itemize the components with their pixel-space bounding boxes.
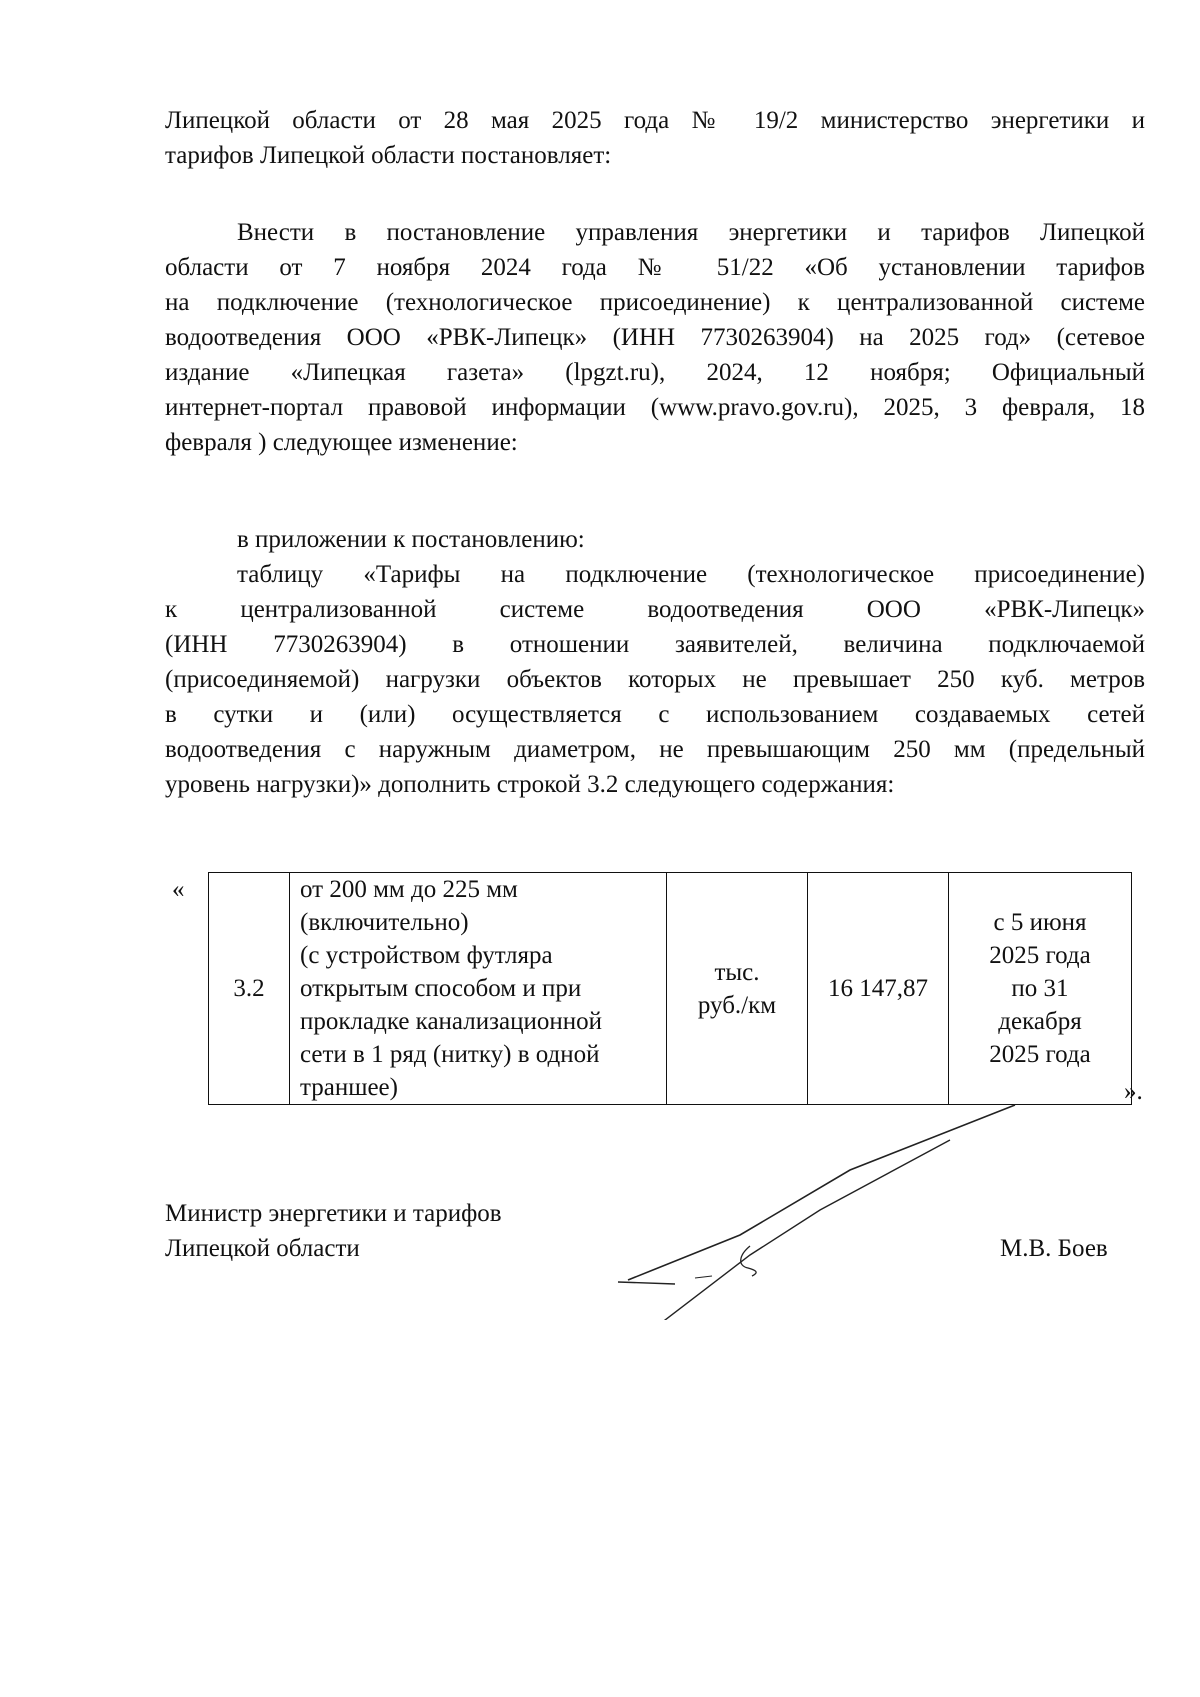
text-line: февраля ) следующее изменение: <box>165 429 518 456</box>
text-line: водоотведения ООО «РВК-Липецк» (ИНН 7730263904) на 2025 год» (сетевое <box>165 324 1145 351</box>
handwritten-signature <box>600 1100 1020 1320</box>
text-line: водоотведения с наружным диаметром, не превышающим 250 мм (предельный <box>165 736 1145 763</box>
text-line: в сутки и (или) осуществляется с использованием создаваемых сетей <box>165 701 1145 728</box>
unit-line: руб./км <box>697 991 777 1019</box>
unit-line: тыс. <box>714 958 760 986</box>
text-line: к централизованной системе водоотведения ООО «РВК-Липецк» <box>165 596 1145 623</box>
row-number-cell: 3.2 <box>209 873 290 1105</box>
appendix-paragraph <box>165 522 1145 557</box>
close-quote: ». <box>1124 1078 1143 1105</box>
description-line: сети в 1 ряд (нитку) в одной <box>300 1041 600 1068</box>
signatory-title-line: Липецкой области <box>165 1235 360 1262</box>
amendment-paragraph <box>165 215 1145 460</box>
description-line: траншее) <box>300 1074 398 1101</box>
description-line: открытым способом и при <box>300 975 582 1002</box>
intro-paragraph <box>165 103 1145 173</box>
table-intro-paragraph <box>165 557 1145 802</box>
period-line: по 31 <box>1011 975 1069 1002</box>
text-line: Внести в постановление управления энергетики и тарифов Липецкой <box>237 219 1145 246</box>
description-line: (с устройством футляра <box>300 942 553 969</box>
text-line: на подключение (технологическое присоединение) к централизованной системе <box>165 289 1145 316</box>
table-row <box>209 873 1132 1105</box>
text-line: (присоединяемой) нагрузки объектов которых не превышает 250 куб. метров <box>165 666 1145 693</box>
signatory-title-line: Министр энергетики и тарифов <box>165 1200 502 1227</box>
text-line: интернет-портал правовой информации (www.pravo.gov.ru), 2025, 3 февраля, 18 <box>165 394 1145 421</box>
tariff-value-cell: 16 147,87 <box>808 873 949 1105</box>
period-line: декабря <box>998 1008 1082 1035</box>
tariff-table <box>208 872 1132 1105</box>
signatory-name: М.В. Боев <box>1000 1235 1108 1262</box>
signatory-title <box>165 1196 502 1266</box>
text-line: издание «Липецкая газета» (lpgzt.ru), 2024, 12 ноября; Официальный <box>165 359 1145 386</box>
text-line: уровень нагрузки)» дополнить строкой 3.2 следующего содержания: <box>165 771 895 798</box>
period-line: 2025 года <box>989 942 1091 969</box>
unit-cell <box>667 873 808 1105</box>
text-line: таблицу «Тарифы на подключение (технологическое присоединение) <box>237 561 1145 588</box>
period-line: с 5 июня <box>993 909 1087 936</box>
text-line: Липецкой области от 28 мая 2025 года № 19/2 министерство энергетики и <box>165 107 1145 134</box>
text-line: (ИНН 7730263904) в отношении заявителей, величина подключаемой <box>165 631 1145 658</box>
text-line: в приложении к постановлению: <box>237 526 585 553</box>
description-line: (включительно) <box>300 909 469 936</box>
text-line: тарифов Липецкой области постановляет: <box>165 142 612 169</box>
description-line: прокладке канализационной <box>300 1008 602 1035</box>
period-line: 2025 года <box>989 1041 1091 1068</box>
text-line: области от 7 ноября 2024 года № 51/22 «Об установлении тарифов <box>165 254 1145 281</box>
description-line: от 200 мм до 225 мм <box>300 876 518 903</box>
open-quote: « <box>172 876 185 903</box>
period-cell <box>949 873 1132 1105</box>
description-cell <box>290 873 667 1105</box>
